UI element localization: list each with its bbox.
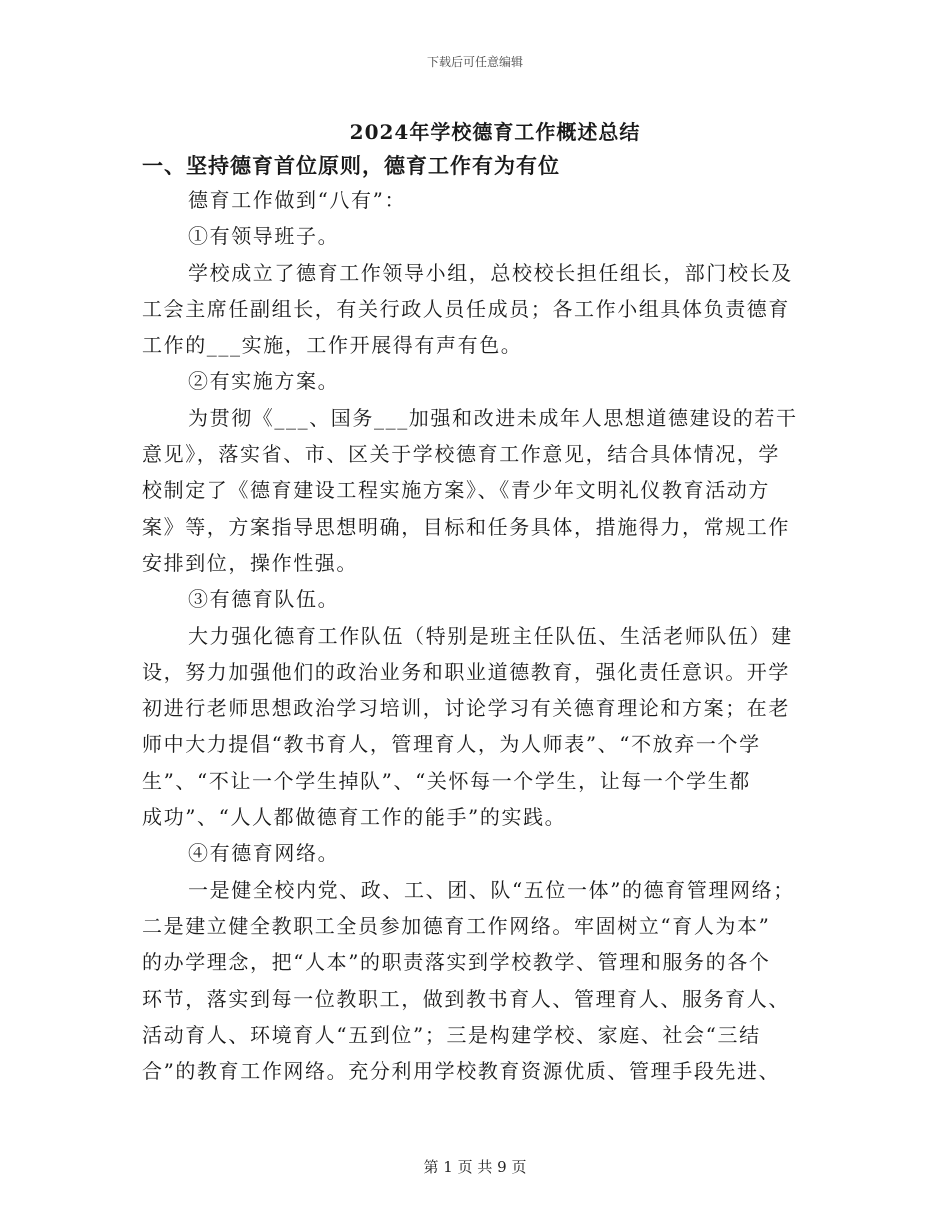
paragraph-line: 为贯彻《___、国务___加强和改进未成年人思想道德建设的若干 <box>188 405 798 430</box>
paragraph-line: 师中大力提倡“教书育人，管理育人，为人师表”、“不放弃一个学 <box>142 732 761 757</box>
paragraph-line: 一是健全校内党、政、工、团、队“五位一体”的德育管理网络； <box>188 877 795 902</box>
paragraph-line: 工会主席任副组长，有关行政人员任成员；各工作小组具体负责德育 <box>142 296 790 321</box>
paragraph-line: 大力强化德育工作队伍（特别是班主任队伍、生活老师队伍）建 <box>188 623 793 648</box>
paragraph-line: 的办学理念，把“人本”的职责落实到学校教学、管理和服务的各个 <box>142 950 771 975</box>
paragraph-line: 德育工作做到“八有”： <box>188 188 407 212</box>
page-footer: 第 1 页 共 9 页 <box>423 1158 527 1176</box>
paragraph-line: 案》等，方案指导思想明确，目标和任务具体，措施得力，常规工作 <box>142 514 790 539</box>
section-heading: 一、坚持德育首位原则，德育工作有为有位 <box>142 153 560 178</box>
document-title: 2024年学校德育工作概述总结 <box>349 120 641 144</box>
document-body <box>142 182 798 1089</box>
paragraph-line: 初进行老师思想政治学习培训，讨论学习有关德育理论和方案；在老 <box>142 696 790 721</box>
paragraph-line: 学校成立了德育工作领导小组，总校校长担任组长，部门校长及 <box>188 260 793 285</box>
paragraph-line: 合”的教育工作网络。充分利用学校教育资源优质、管理手段先进、 <box>142 1059 781 1084</box>
paragraph-line: ④有德育网络。 <box>188 841 340 866</box>
paragraph-line: 设，努力加强他们的政治业务和职业道德教育，强化责任意识。开学 <box>142 659 790 684</box>
paragraph-line: 生”、“不让一个学生掉队”、“关怀每一个学生，让每一个学生都 <box>142 768 751 793</box>
page-header: 下载后可任意编辑 <box>426 55 523 69</box>
paragraph-line: 安排到位，操作性强。 <box>142 550 358 575</box>
paragraph-line: 成功”、“人人都做德育工作的能手”的实践。 <box>142 805 567 830</box>
paragraph-line: ②有实施方案。 <box>188 369 340 394</box>
paragraph-line: ①有领导班子。 <box>188 224 340 249</box>
paragraph-line: 活动育人、环境育人“五到位”；三是构建学校、家庭、社会“三结 <box>142 1022 761 1047</box>
paragraph-line: 意见》，落实省、市、区关于学校德育工作意见，结合具体情况，学 <box>142 442 780 467</box>
paragraph-line: 环节，落实到每一位教职工，做到教书育人、管理育人、服务育人、 <box>142 986 790 1011</box>
paragraph-line: ③有德育队伍。 <box>188 587 340 612</box>
paragraph-line: 二是建立健全教职工全员参加德育工作网络。牢固树立“育人为本” <box>142 913 771 938</box>
paragraph-line: 工作的___实施，工作开展得有声有色。 <box>142 333 523 358</box>
paragraph-line: 校制定了《德育建设工程实施方案》、《青少年文明礼仪教育活动方 <box>142 478 770 503</box>
